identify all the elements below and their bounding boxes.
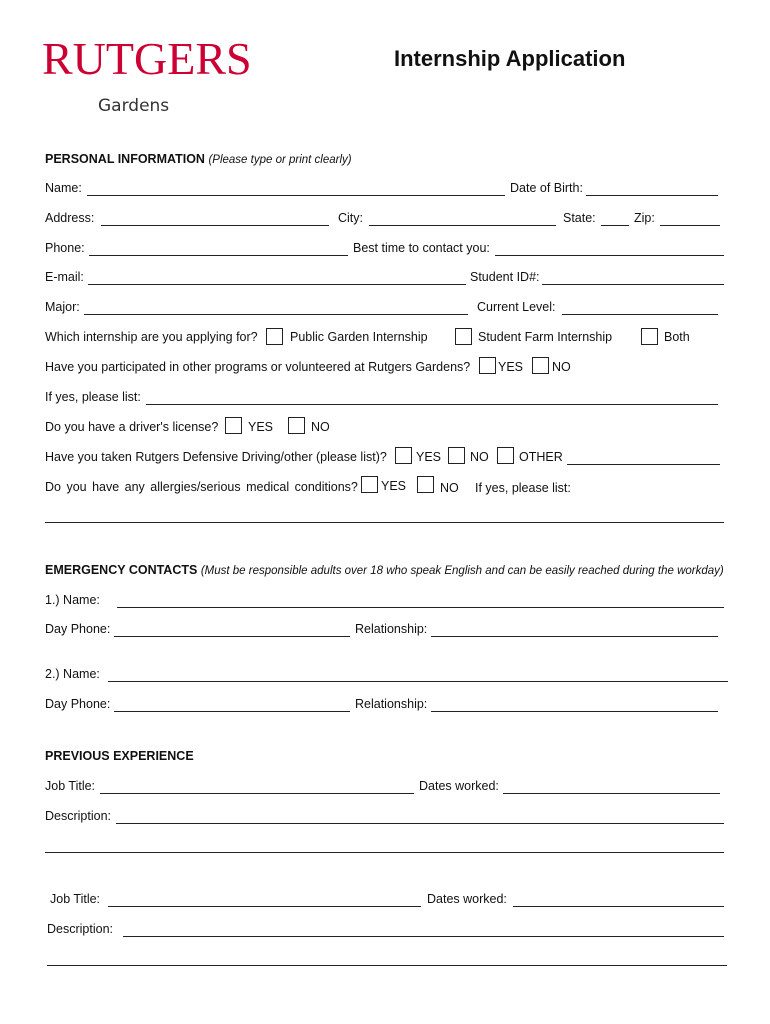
contact2-relationship-field[interactable] xyxy=(431,711,718,712)
student-farm-checkbox[interactable] xyxy=(455,328,472,345)
participated-no-checkbox[interactable] xyxy=(532,357,549,374)
defensive-other-checkbox[interactable] xyxy=(497,447,514,464)
job1-description-label: Description: xyxy=(45,809,111,823)
student-id-label: Student ID#: xyxy=(470,270,540,284)
address-field[interactable] xyxy=(101,225,329,226)
if-yes-list-field[interactable] xyxy=(146,404,718,405)
section-heading-personal: PERSONAL INFORMATION (Please type or print clearly) xyxy=(45,152,352,166)
email-label: E-mail: xyxy=(45,270,84,284)
participated-yes-checkbox[interactable] xyxy=(479,357,496,374)
allergies-yes-checkbox[interactable] xyxy=(361,476,378,493)
public-garden-checkbox[interactable] xyxy=(266,328,283,345)
defensive-other-label: OTHER xyxy=(519,450,563,464)
defensive-yes-label: YES xyxy=(416,450,442,464)
allergies-question: Do you have any allergies/serious medical conditions? xyxy=(45,480,358,494)
defensive-other-field[interactable] xyxy=(567,464,720,465)
student-id-field[interactable] xyxy=(542,284,724,285)
allergies-no-checkbox[interactable] xyxy=(417,476,434,493)
participated-no-label: NO xyxy=(552,360,571,374)
job2-description-field[interactable] xyxy=(123,936,724,937)
student-farm-label: Student Farm Internship xyxy=(478,330,613,344)
job2-title-label: Job Title: xyxy=(50,892,101,906)
name-field[interactable] xyxy=(87,195,505,196)
zip-label: Zip: xyxy=(634,211,655,225)
defensive-driving-question: Have you taken Rutgers Defensive Driving/other (please list)? xyxy=(45,450,387,464)
city-label: City: xyxy=(338,211,363,225)
page-title: Internship Application xyxy=(394,46,626,71)
contact1-relationship-label: Relationship: xyxy=(355,622,428,636)
current-level-field[interactable] xyxy=(562,314,718,315)
rutgers-logo xyxy=(42,33,252,84)
allergies-list-field[interactable] xyxy=(45,522,724,523)
job1-description-field-2[interactable] xyxy=(45,852,724,853)
allergies-if-yes-label: If yes, please list: xyxy=(475,481,571,495)
zip-field[interactable] xyxy=(660,225,720,226)
phone-field[interactable] xyxy=(89,255,348,256)
job2-title-field[interactable] xyxy=(108,906,421,907)
contact1-day-phone-field[interactable] xyxy=(114,636,350,637)
both-label: Both xyxy=(664,330,690,344)
internship-question: Which internship are you applying for? xyxy=(45,330,258,344)
job2-description-label: Description: xyxy=(47,922,113,936)
contact2-name-label: 2.) Name: xyxy=(45,667,100,681)
contact1-name-field[interactable] xyxy=(117,607,724,608)
participated-yes-label: YES xyxy=(498,360,524,374)
license-yes-checkbox[interactable] xyxy=(225,417,242,434)
job1-title-label: Job Title: xyxy=(45,779,96,793)
state-label: State: xyxy=(563,211,596,225)
contact1-name-label: 1.) Name: xyxy=(45,593,100,607)
job1-title-field[interactable] xyxy=(100,793,414,794)
license-no-checkbox[interactable] xyxy=(288,417,305,434)
job2-dates-label: Dates worked: xyxy=(427,892,507,906)
state-field[interactable] xyxy=(601,225,629,226)
participated-question: Have you participated in other programs or volunteered at Rutgers Gardens? xyxy=(45,360,471,374)
contact2-name-field[interactable] xyxy=(108,681,728,682)
license-question: Do you have a driver's license? xyxy=(45,420,219,434)
major-field[interactable] xyxy=(84,314,468,315)
best-time-field[interactable] xyxy=(495,255,724,256)
defensive-no-label: NO xyxy=(470,450,489,464)
phone-label: Phone: xyxy=(45,241,85,255)
dob-label: Date of Birth: xyxy=(510,181,583,195)
email-field[interactable] xyxy=(88,284,466,285)
best-time-label: Best time to contact you: xyxy=(353,241,490,255)
dob-field[interactable] xyxy=(586,195,718,196)
job1-dates-field[interactable] xyxy=(503,793,720,794)
license-yes-label: YES xyxy=(248,420,274,434)
job2-description-field-2[interactable] xyxy=(47,965,727,966)
logo-brand: RUTGERS xyxy=(42,33,252,84)
section-heading-emergency: EMERGENCY CONTACTS (Must be responsible adults over 18 who speak English and can be easily reached during the workday) xyxy=(45,563,724,577)
license-no-label: NO xyxy=(311,420,330,434)
public-garden-label: Public Garden Internship xyxy=(290,330,428,344)
job1-dates-label: Dates worked: xyxy=(419,779,499,793)
allergies-yes-label: YES xyxy=(381,479,407,493)
defensive-yes-checkbox[interactable] xyxy=(395,447,412,464)
contact1-relationship-field[interactable] xyxy=(431,636,718,637)
address-label: Address: xyxy=(45,211,95,225)
logo-subtitle: Gardens xyxy=(98,96,170,116)
section-heading-experience: PREVIOUS EXPERIENCE xyxy=(45,749,194,763)
contact2-day-phone-field[interactable] xyxy=(114,711,350,712)
name-label: Name: xyxy=(45,181,82,195)
current-level-label: Current Level: xyxy=(477,300,556,314)
allergies-no-label: NO xyxy=(440,481,459,495)
contact2-day-phone-label: Day Phone: xyxy=(45,697,111,711)
major-label: Major: xyxy=(45,300,80,314)
both-checkbox[interactable] xyxy=(641,328,658,345)
job2-dates-field[interactable] xyxy=(513,906,724,907)
contact1-day-phone-label: Day Phone: xyxy=(45,622,111,636)
contact2-relationship-label: Relationship: xyxy=(355,697,428,711)
defensive-no-checkbox[interactable] xyxy=(448,447,465,464)
job1-description-field[interactable] xyxy=(116,823,724,824)
city-field[interactable] xyxy=(369,225,556,226)
if-yes-list-label: If yes, please list: xyxy=(45,390,141,404)
